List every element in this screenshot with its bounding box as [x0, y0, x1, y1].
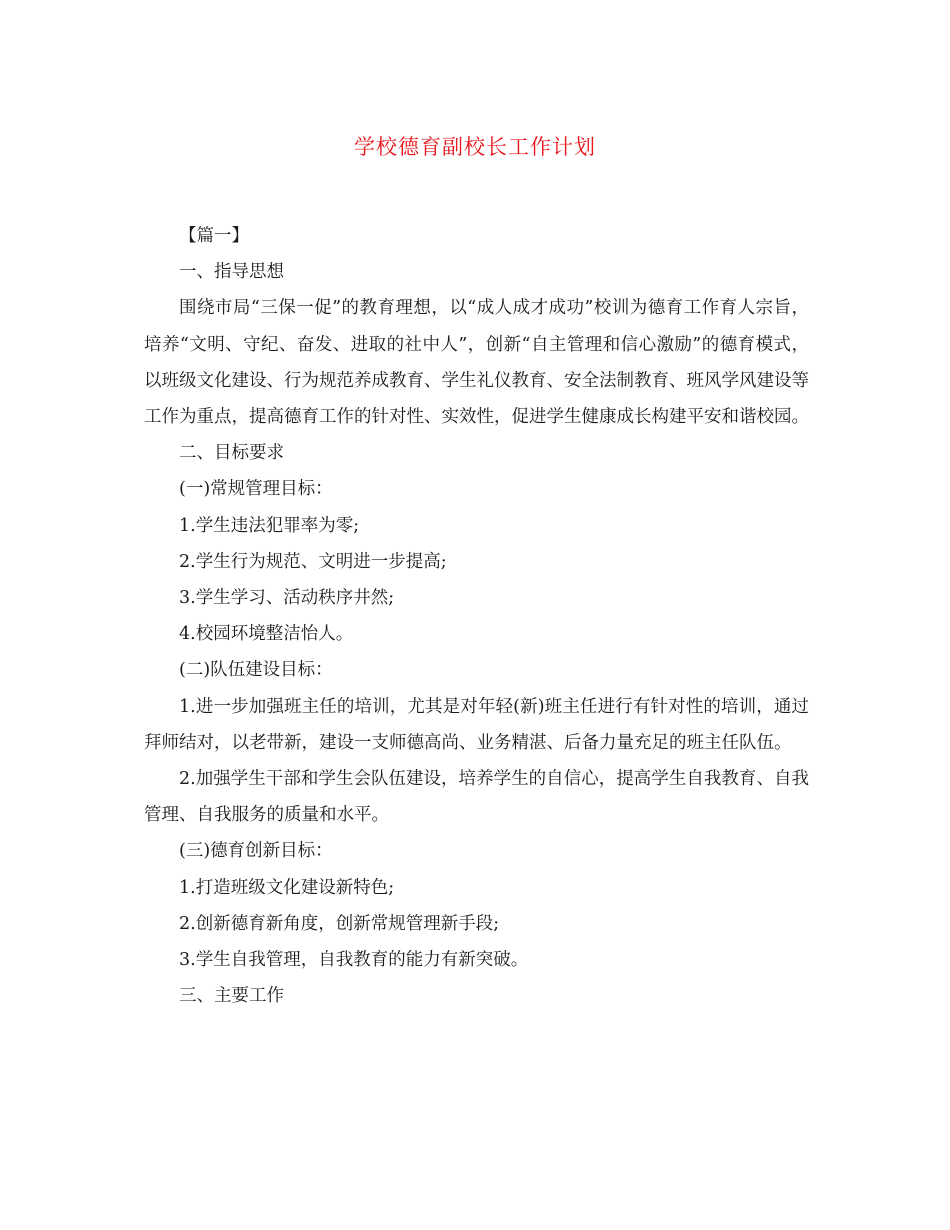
list-item-team-2: 2.加强学生干部和学生会队伍建设，培养学生的自信心，提高学生自我教育、自我管理、自我服务的质量和水平。: [144, 769, 809, 826]
heading-main-work: 三、主要工作: [179, 986, 284, 1007]
list-item-routine-1: 1.学生违法犯罪率为零;: [179, 515, 360, 536]
list-item-routine-3: 3.学生学习、活动秩序井然;: [179, 588, 395, 609]
subheading-team-building: (二)队伍建设目标：: [179, 660, 333, 681]
section-label: 【篇一】: [179, 226, 249, 246]
heading-guiding-thought: 一、指导思想: [179, 262, 284, 283]
paragraph-guiding-thought: 围绕市局“三保一促”的教育理想，以“成人成才成功”校训为德育工作育人宗旨，培养“文明、守纪、奋发、进取的社中人”，创新“自主管理和信心激励”的德育模式，以班级文化建设、行为规范养成教育、学生礼仪教育、安全法制教育、班风学风建设等工作为重点，提高德育工作的针对性、实效性，促进学生健康成长构建平安和谐校园。: [144, 298, 809, 428]
subheading-innovation: (三)德育创新目标：: [179, 841, 333, 862]
document-body: [144, 218, 809, 1014]
list-item-innovation-3: 3.学生自我管理，自我教育的能力有新突破。: [179, 950, 529, 971]
list-item-routine-4: 4.校园环境整洁怡人。: [179, 624, 354, 645]
list-item-innovation-1: 1.打造班级文化建设新特色;: [179, 877, 395, 898]
document-title: 学校德育副校长工作计划: [354, 135, 596, 159]
list-item-innovation-2: 2.创新德育新角度，创新常规管理新手段;: [179, 913, 500, 934]
subheading-routine-management: (一)常规管理目标：: [179, 479, 333, 500]
list-item-routine-2: 2.学生行为规范、文明进一步提高;: [179, 551, 447, 572]
list-item-team-1: 1.进一步加强班主任的培训，尤其是对年轻(新)班主任进行有针对性的培训，通过拜师结对，以老带新，建设一支师德高尚、业务精湛、后备力量充足的班主任队伍。: [144, 696, 809, 753]
heading-goals: 二、目标要求: [179, 443, 284, 464]
